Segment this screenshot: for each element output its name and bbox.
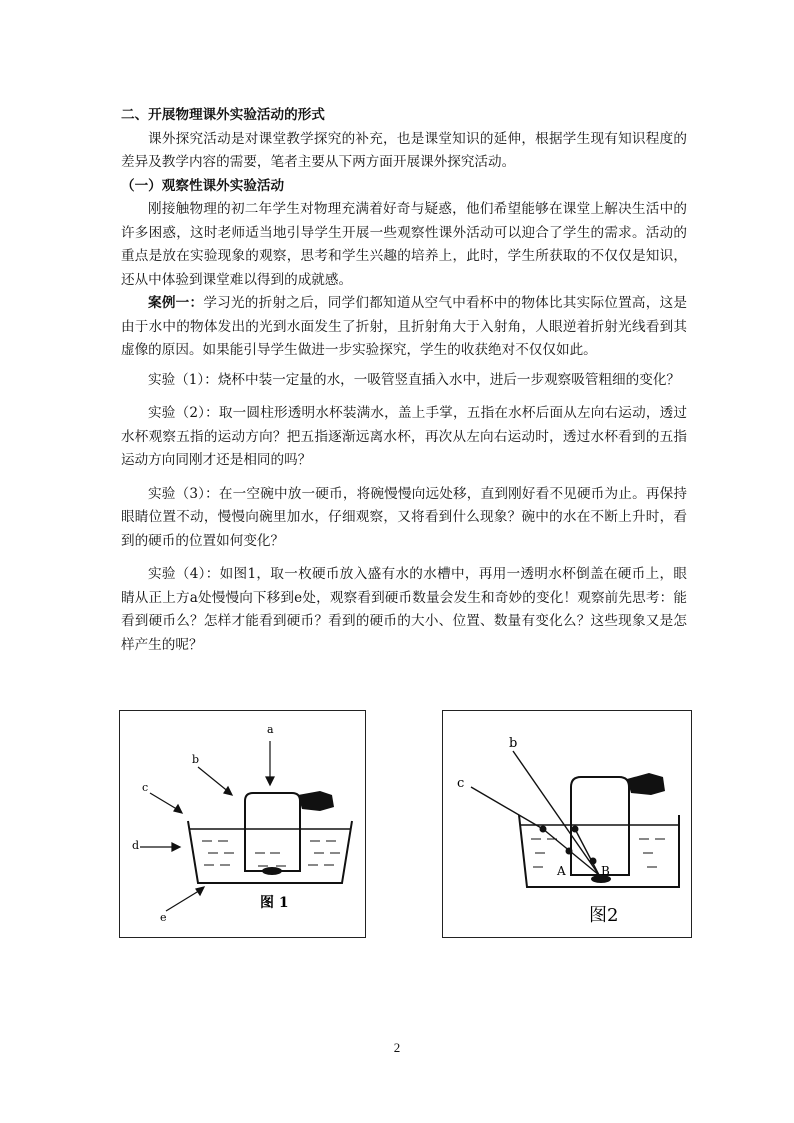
fig1-label-b: b xyxy=(192,753,200,766)
figure-2-drawing xyxy=(443,711,691,937)
fig1-label-d: d xyxy=(132,839,140,852)
intro-paragraph: 课外探究活动是对课堂教学探究的补充，也是课堂知识的延伸，根据学生现有知识程度的差异及教学内容的需要，笔者主要从下两方面开展课外探究活动。 xyxy=(121,130,687,170)
fig1-label-a: a xyxy=(267,723,274,736)
figure-1 xyxy=(119,710,366,938)
case-label: 案例一： xyxy=(148,295,204,311)
experiment-4: 实验（4）：如图1，取一枚硬币放入盛有水的水槽中，再用一透明水杯倒盖在硬币上，眼睛从正上方a处慢慢向下移到e处，观察看到硬币数量会发生和奇妙的变化！观察前先思考：能看到硬币么？怎样才能看到硬币？看到的硬币的大小、位置、数量有变化么？这些现象又是怎样产生的呢？ xyxy=(121,566,687,653)
figure-2-caption: 图2 xyxy=(589,905,619,926)
fig2-label-B: B xyxy=(601,864,610,878)
page-number: 2 xyxy=(393,1040,401,1055)
fig2-label-b: b xyxy=(509,736,518,751)
fig1-label-c: c xyxy=(142,781,149,794)
figure-1-drawing xyxy=(120,711,365,937)
case-text: 学习光的折射之后，同学们都知道从空气中看杯中的物体比其实际位置高，这是由于水中的物体发出的光到水面发生了折射，且折射角大于入射角，人眼逆着折射光线看到其虚像的原因。如果能引导学生做进一步实验探究，学生的收获绝对不仅仅如此。 xyxy=(121,295,688,358)
figure-1-caption: 图 1 xyxy=(260,895,289,911)
fig2-label-A: A xyxy=(557,864,566,878)
figure-2 xyxy=(442,710,692,938)
experiment-3: 实验（3）：在一空碗中放一硬币，将碗慢慢向远处移，直到刚好看不见硬币为止。再保持眼睛位置不动，慢慢向碗里加水，仔细观察，又将看到什么现象？碗中的水在不断上升时，看到的硬币的位置如何变化？ xyxy=(121,485,687,549)
subheading: （一）观察性课外实验活动 xyxy=(121,177,285,194)
case-paragraph xyxy=(121,292,687,363)
section-title: 二、开展物理课外实验活动的形式 xyxy=(121,107,325,123)
experiment-1: 实验（1）：烧杯中装一定量的水，一吸管竖直插入水中，进后一步观察吸管粗细的变化？ xyxy=(148,371,681,388)
experiment-2: 实验（2）：取一圆柱形透明水杯装满水，盖上手掌，五指在水杯后面从左向右运动，透过水杯观察五指的运动方向？把五指逐渐远离水杯，再次从左向右运动时，透过水杯看到的五指运动方向同刚才还是相同的吗？ xyxy=(121,405,687,468)
fig2-label-c: c xyxy=(457,776,465,791)
paragraph-2: 刚接触物理的初二年学生对物理充满着好奇与疑惑，他们希望能够在课堂上解决生活中的许多困惑，这时老师适当地引导学生开展一些观察性课外活动可以迎合了学生的需求。活动的重点是放在实验现象的观察，思考和学生兴趣的培养上，此时，学生所获取的不仅仅是知识，还从中体验到课堂难以得到的成就感。 xyxy=(121,201,687,288)
fig1-label-e: e xyxy=(160,911,167,924)
body-text xyxy=(121,104,687,657)
